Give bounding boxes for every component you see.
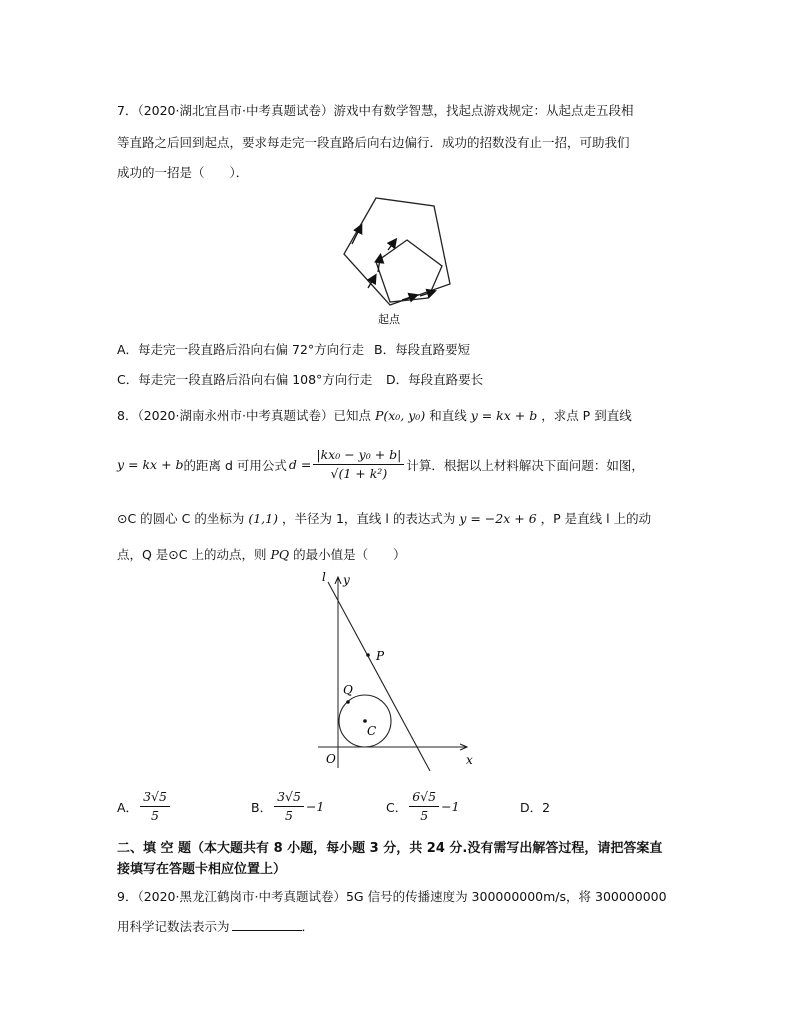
- center-c-dot: [363, 719, 367, 723]
- point-p-dot: [366, 653, 370, 657]
- coordinate-figure: [310, 568, 485, 773]
- answer-blank: [232, 930, 302, 931]
- q7-option-c: C．每走完一段直路后沿向右偏 108°方向行走: [117, 372, 373, 387]
- q7-option-a: A．每走完一段直路后沿向右偏 72°方向行走: [117, 342, 365, 357]
- pentagon-path-figure: [330, 192, 470, 327]
- distance-formula: $\frac{\text{|kx₀ − y₀ + b|}}{\text{√(1 + k²)}}$: [313, 446, 404, 483]
- arrow-inner-top: [388, 242, 394, 250]
- q7-option-b: B．每段直路要短: [374, 342, 471, 357]
- q9-line-1: 9．（2020·黑龙江鹤岗市·中考真题试卷）5G 信号的传播速度为 300000000m/s，将 300000000: [117, 889, 667, 904]
- q8-line-4: 点，Q 是⊙C 上的动点，则 PQ 的最小值是（ ）: [117, 547, 406, 562]
- label-q: Q: [343, 683, 353, 697]
- q8-line-3: ⊙C 的圆心 C 的坐标为 (1,1) ，半径为 1，直线 l 的表达式为 y = −2x + 6 ，P 是直线 l 上的动: [117, 511, 652, 526]
- point-p-coords: P(x₀, y₀): [374, 408, 426, 423]
- section-2-heading-line-1: 二、填 空 题（本大题共有 8 小题，每小题 3 分，共 24 分.没有需写出解答过程，请把答案直: [117, 841, 663, 856]
- q8-option-c: C． $\frac{6√5}{5}$ −1: [386, 789, 460, 823]
- q8-option-b: B． $\frac{3√5}{5}$ −1: [251, 789, 325, 823]
- q8-line-1: 8．（2020·湖南永州市·中考真题试卷）已知点 P(x₀, y₀) 和直线 y = kx + b ，求点 P 到直线: [117, 408, 632, 423]
- label-c: C: [367, 724, 377, 738]
- q8-line-2: y = kx + b 的距离 d 可用公式 d = $\frac{\text{|kx₀ − y₀ + b|}}{\text{√(1 + k²)}}$ 计算．根据以上材料解决下面问题：如图，: [117, 447, 644, 481]
- start-point-label: 起点: [378, 313, 400, 326]
- q7-line-1: 7．（2020·湖北宜昌市·中考真题试卷）游戏中有数学智慧，找起点游戏规定：从起点走五段相: [117, 103, 634, 118]
- q8-option-a: A． $\frac{3√5}{5}$: [117, 788, 172, 825]
- label-p: P: [376, 649, 385, 663]
- line-equation: y = kx + b: [470, 408, 538, 423]
- q7-line-3: 成功的一招是（ ）．: [117, 165, 249, 180]
- q8-option-d: D．2: [520, 800, 551, 815]
- outer-pentagon: [344, 198, 450, 305]
- q7-line-2: 等直路之后回到起点，要求每走完一段直路后向右边偏行．成功的招数没有止一招，可助我们: [117, 135, 630, 150]
- q9-line-2: 用科学记数法表示为 ．: [117, 919, 315, 934]
- section-2-heading-line-2: 接填写在答题卡相应位置上）: [117, 862, 287, 877]
- arrow-outer-left: [352, 228, 360, 244]
- point-q-dot: [346, 700, 350, 704]
- label-y: y: [343, 573, 350, 587]
- label-x: x: [466, 753, 473, 767]
- label-l: l: [322, 570, 326, 584]
- label-o: O: [326, 752, 336, 766]
- inner-pentagon: [376, 240, 442, 302]
- q7-option-d: D．每段直路要长: [386, 372, 484, 387]
